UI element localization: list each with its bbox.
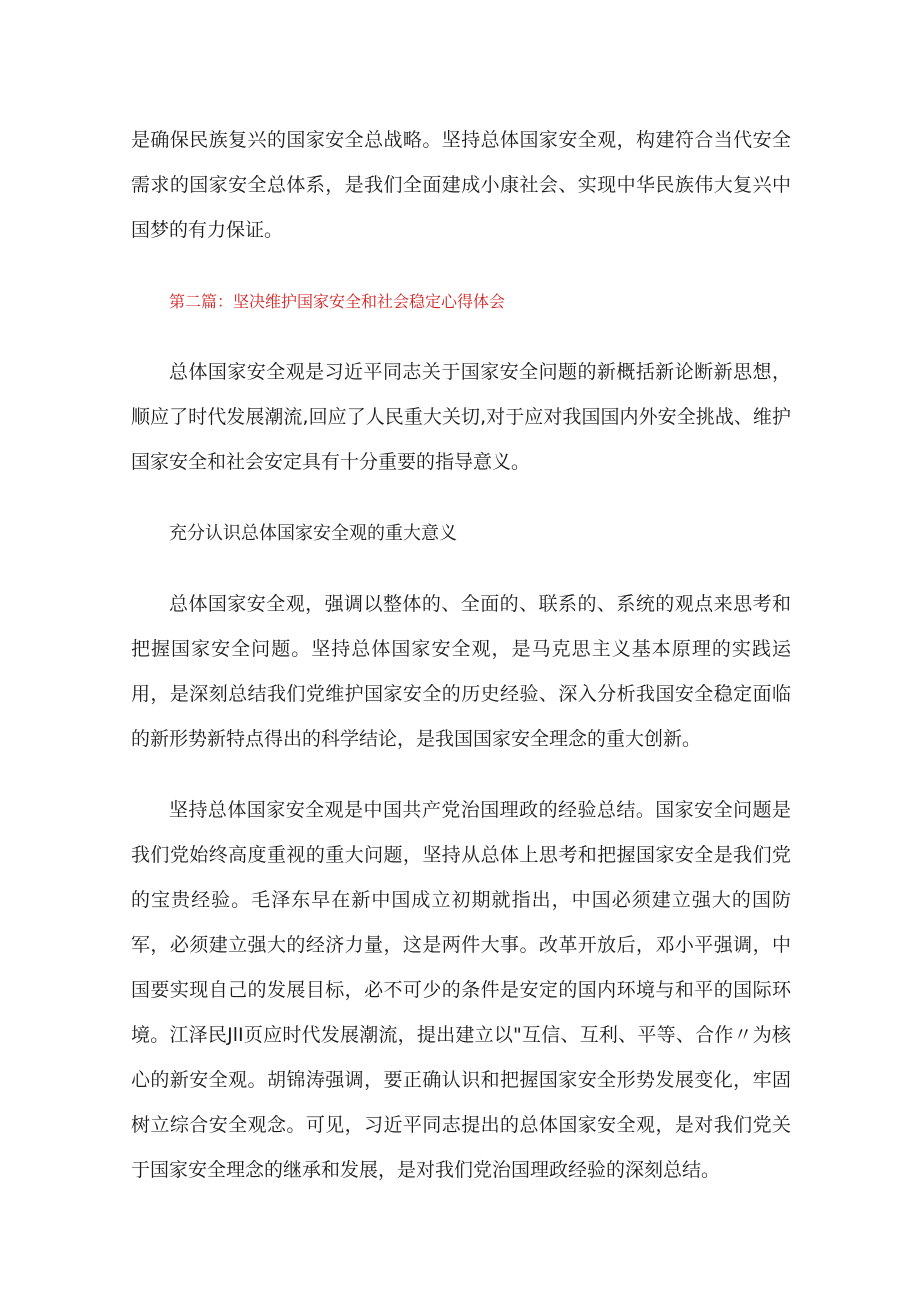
document-body — [131, 118, 791, 1193]
paragraph-intro: 总体国家安全观是习近平同志关于国家安全问题的新概括新论断新思想，顺应了时代发展潮流,回应了人民重大关切,对于应对我国国内外安全挑战、维护国家安全和社会安定具有十分重要的指导意义。 — [131, 361, 791, 473]
paragraph-gap — [131, 324, 791, 350]
paragraph-gap — [131, 485, 791, 511]
section-heading: 第二篇：坚决维护国家安全和社会稳定心得体会 — [169, 292, 506, 311]
paragraph-gap — [131, 762, 791, 788]
paragraph-gap — [131, 253, 791, 279]
paragraph-experience: 坚持总体国家安全观是中国共产党治国理政的经验总结。国家安全问题是我们党始终高度重视的重大问题，坚持从总体上思考和把握国家安全是我们党的宝贵经验。毛泽东早在新中国成立初期就指出，中国必须建立强大的国防军，必须建立强大的经济力量，这是两件大事。改革开放后，邓小平强调，中国要实现自己的发展目标，必不可少的条件是安定的国内环境与和平的国际环境。江泽民JlI页应时代发展潮流，提出建立以"互信、互利、平等、合作〃为核心的新安全观。胡锦涛强调，要正确认识和把握国家安全形势发展变化，牢固树立综合安全观念。可见，习近平同志提出的总体国家安全观，是对我们党关于国家安全理念的继承和发展，是对我们党治国理政经验的深刻总结。 — [131, 799, 791, 1181]
subheading: 充分认识总体国家安全观的重大意义 — [169, 523, 457, 544]
paragraph-continuation: 是确保民族复兴的国家安全总战略。坚持总体国家安全观，构建符合当代安全需求的国家安全总体系，是我们全面建成小康社会、实现中华民族伟大复兴中国梦的有力保证。 — [131, 129, 791, 241]
paragraph-significance: 总体国家安全观，强调以整体的、全面的、联系的、系统的观点来思考和把握国家安全问题。坚持总体国家安全观，是马克思主义基本原理的实践运用，是深刻总结我们党维护国家安全的历史经验、深入分析我国安全稳定面临的新形势新特点得出的科学结论，是我国国家安全理念的重大创新。 — [131, 593, 791, 750]
paragraph-gap — [131, 556, 791, 582]
